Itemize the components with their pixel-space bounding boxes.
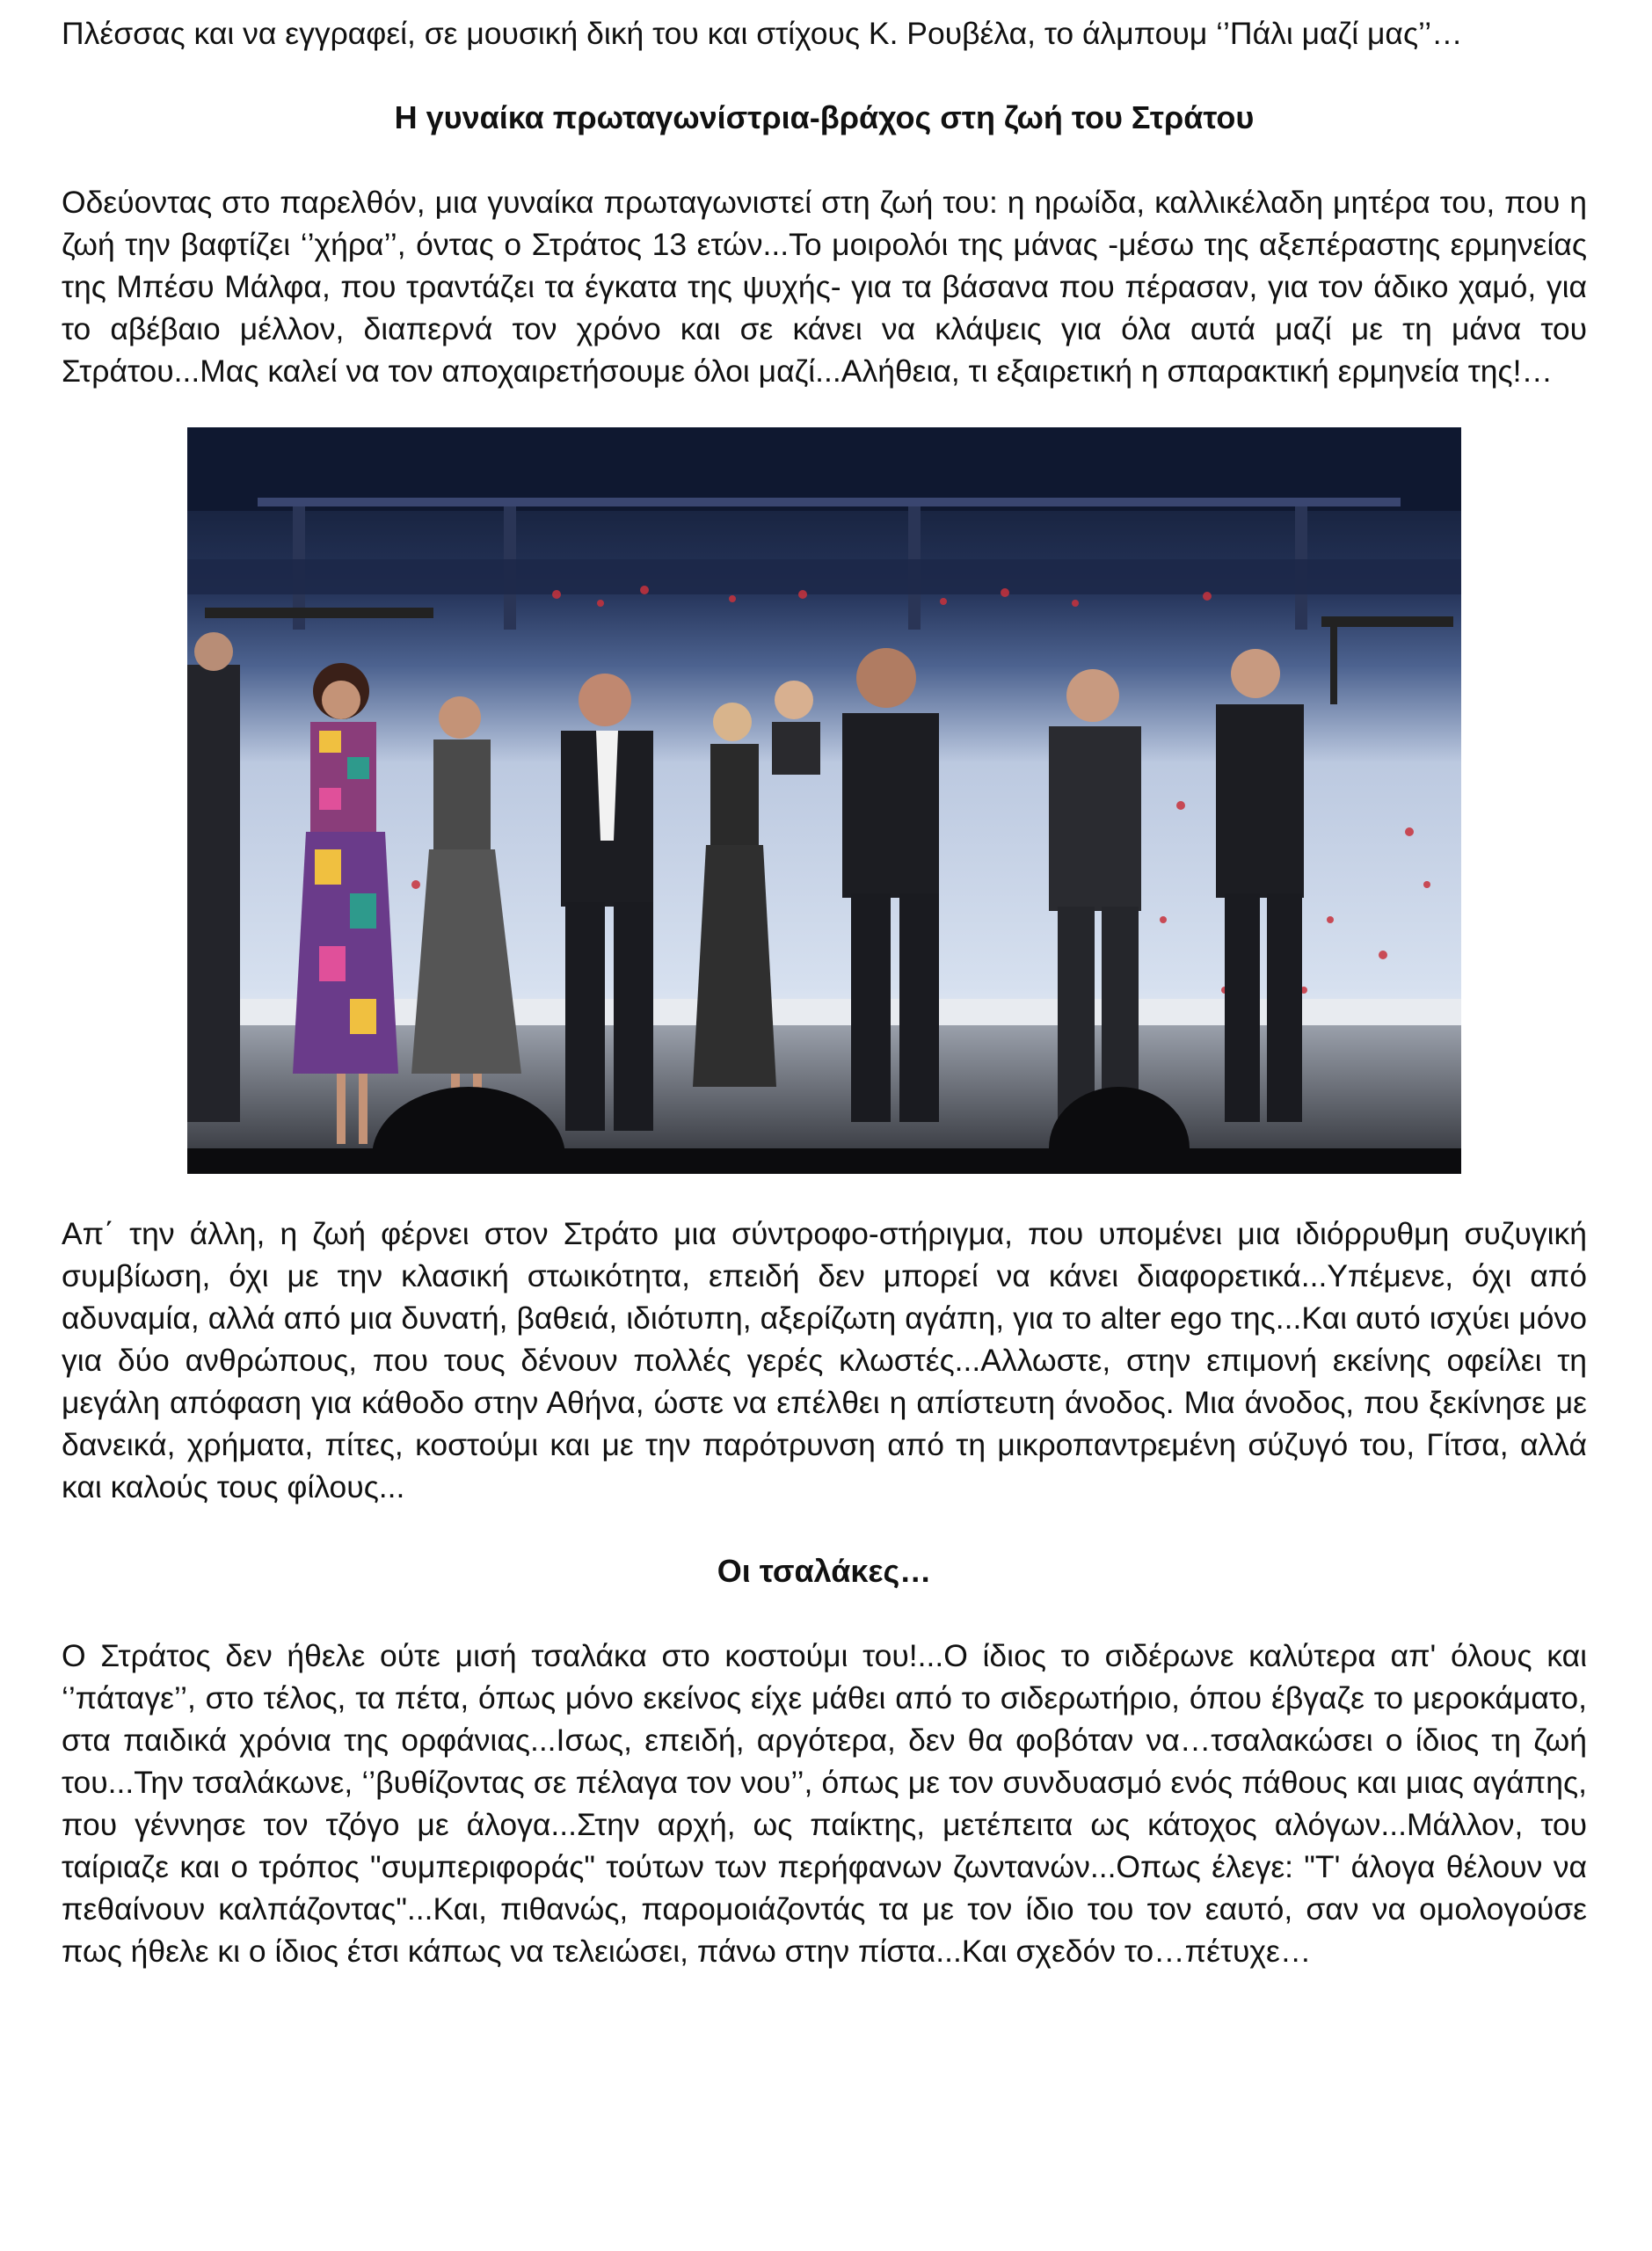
section-heading-mother: Η γυναίκα πρωταγωνίστρια-βράχος στη ζωή του Στράτου [394, 99, 1255, 135]
section-heading-wrinkles: Οι τσαλάκες… [717, 1553, 932, 1589]
theatre-curtain-call-photo-icon [187, 427, 1461, 1174]
stage-photo [187, 427, 1461, 1174]
paragraph-intro: Πλέσσας και να εγγραφεί, σε μουσική δική του και στίχους Κ. Ρουβέλα, το άλμπουμ ‘’Πάλι μαζί μας’’… [62, 16, 1463, 51]
paragraph-wife: Απ΄ την άλλη, η ζωή φέρνει στον Στράτο μια σύντροφο-στήριγμα, που υπομένει μια ιδιόρρυθμη συζυγική συμβίωση, όχι με την κλασική στωικότητα, επειδή δεν μπορεί να κάνει διαφορετικά...Υπέμενε, όχι από αδυναμία, αλλά από μια δυνατή, βαθειά, ιδιότυπη, αξερίζωτη αγάπη, για το alter ego της...Και αυτό ισχύει μόνο για δύο ανθρώπους, που τους δένουν πολλές γερές κλωστές...Αλλωστε, στην επιμονή εκείνης οφείλει τη μεγάλη απόφαση για κάθοδο στην Αθήνα, ώστε να επέλθει η απίστευτη άνοδος. Μια άνοδος, που ξεκίνησε με δανεικά, χρήματα, πίτες, κοστούμι και με την παρότρυνση από τη μικροπαντρεμένη σύζυγό του, Γίτσα, αλλά και καλούς τους φίλους... [62, 1216, 1587, 1504]
document-page [62, 12, 1587, 1972]
paragraph-wrinkles: Ο Στράτος δεν ήθελε ούτε μισή τσαλάκα στο κοστούμι του!...Ο ίδιος το σιδέρωνε καλύτερα απ' όλους και ‘’πάταγε’’, στο τέλος, τα πέτα, όπως μόνο εκείνος είχε μάθει από το σιδερωτήριο, όπου έβγαζε το μεροκάματο, στα παιδικά χρόνια της ορφάνιας...Ισως, επειδή, αργότερα, δεν θα φοβόταν να…τσαλακώσει ο ίδιος τη ζωή του...Την τσαλάκωνε, ‘’βυθίζοντας σε πέλαγα τον νου’’, όπως με τον συνδυασμό ενός πάθους και μιας αγάπης, που γέννησε τον τζόγο με άλογα...Στην αρχή, ως παίκτης, μετέπειτα ως κάτοχος αλόγων...Μάλλον, του ταίριαζε και ο τρόπος "συμπεριφοράς" τούτων των περήφανων ζωντανών...Οπως έλεγε: "Τ' άλογα θέλουν να πεθαίνουν καλπάζοντας"...Και, πιθανώς, παρομοιάζοντάς τα με τον ίδιο του τον εαυτό, σαν να ομολογούσε πως ήθελε κι ο ίδιος έτσι κάπως να τελειώσει, πάνω στην πίστα...Και σχεδόν το…πέτυχε… [62, 1638, 1587, 1969]
paragraph-mother: Οδεύοντας στο παρελθόν, μια γυναίκα πρωταγωνιστεί στη ζωή του: η ηρωίδα, καλλικέλαδη μητέρα του, που η ζωή την βαφτίζει ‘’χήρα’’, όντας ο Στράτος 13 ετών...Το μοιρολόι της μάνας -μέσω της αξεπέραστης ερμηνείας της Μπέσυ Μάλφα, που τραντάζει τα έγκατα της ψυχής- για τα βάσανα που πέρασαν, για τον άδικο χαμό, για το αβέβαιο μέλλον, διαπερνά τον χρόνο και σε κάνει να κλάψεις για όλα αυτά μαζί με τη μάνα του Στράτου...Μας καλεί να τον αποχαιρετήσουμε όλοι μαζί...Αλήθεια, τι εξαιρετική η σπαρακτική ερμηνεία της!… [62, 185, 1587, 389]
